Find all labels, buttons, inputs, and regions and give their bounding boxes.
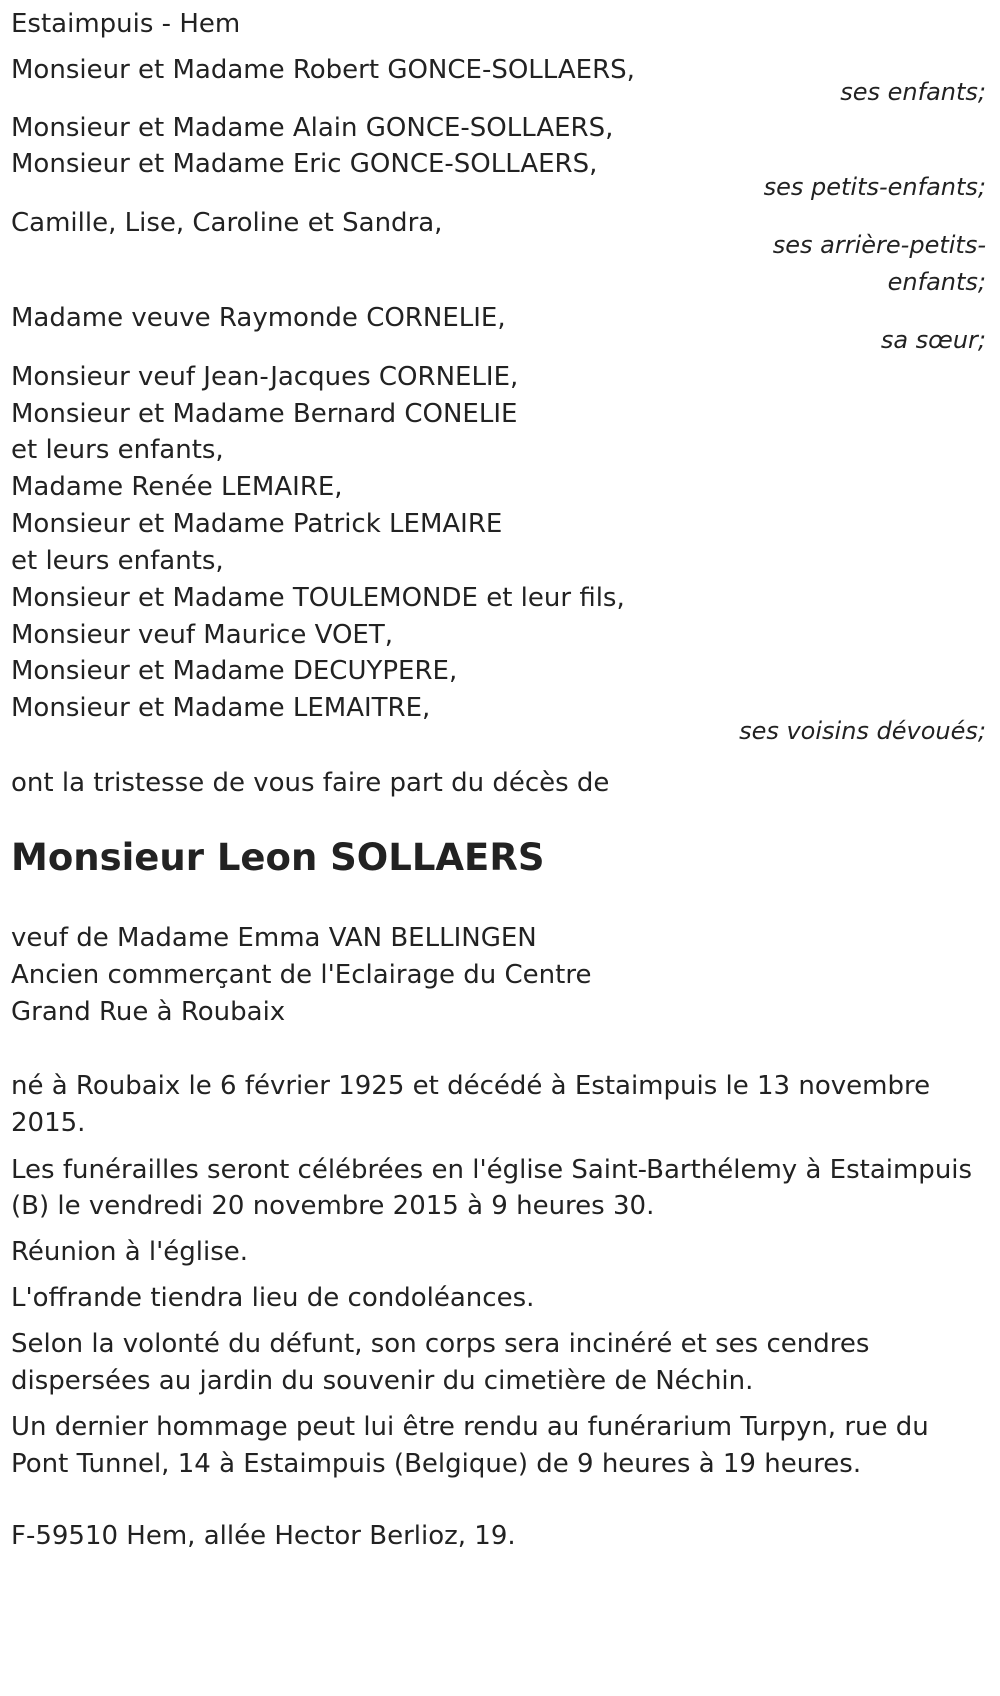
neighbour-name: Madame Renée LEMAIRE, [11,472,343,502]
offering-text: L'offrande tiendra lieu de condoléances. [11,1283,535,1313]
sister-name: Madame veuve Raymonde CORNELIE, [11,303,506,333]
birth-death-line: né à Roubaix le 6 février 1925 et décédé à Estaimpuis le 13 novembre [11,1071,931,1101]
great-grandchildren-names: Camille, Lise, Caroline et Sandra, [11,208,443,238]
neighbour-name: et leurs enfants, [11,546,224,576]
neighbour-name: Monsieur et Madame Patrick LEMAIRE [11,509,503,539]
cremation-line: dispersées au jardin du souvenir du cimetière de Néchin. [11,1366,754,1396]
tribute-line: Un dernier hommage peut lui être rendu au funérarium Turpyn, rue du [11,1412,929,1442]
location-header: Estaimpuis - Hem [11,9,241,39]
neighbour-name: Monsieur veuf Jean-Jacques CORNELIE, [11,362,519,392]
neighbour-name: Monsieur et Madame LEMAITRE, [11,693,431,723]
sister-relation: sa sœur; [880,326,986,354]
deceased-detail: veuf de Madame Emma VAN BELLINGEN [11,923,537,953]
great-grandchildren-relation-2: enfants; [887,268,986,296]
birth-death-line: 2015. [11,1108,86,1138]
deceased-detail: Ancien commerçant de l'Eclairage du Centre [11,960,592,990]
funeral-line: (B) le vendredi 20 novembre 2015 à 9 heures 30. [11,1191,655,1221]
grandchildren-relation: ses petits-enfants; [763,173,986,201]
neighbour-name: Monsieur veuf Maurice VOET, [11,620,393,650]
meeting-text: Réunion à l'église. [11,1237,249,1267]
neighbours-relation: ses voisins dévoués; [739,717,986,745]
deceased-name: Monsieur Leon SOLLAERS [11,836,545,879]
tribute-line: Pont Tunnel, 14 à Estaimpuis (Belgique) de 9 heures à 19 heures. [11,1449,862,1479]
children-name: Monsieur et Madame Robert GONCE-SOLLAERS, [11,55,635,85]
footer-address: F-59510 Hem, allée Hector Berlioz, 19. [11,1521,516,1551]
grandchild-name: Monsieur et Madame Alain GONCE-SOLLAERS, [11,113,614,143]
neighbour-name: Monsieur et Madame Bernard CONELIE [11,399,518,429]
cremation-line: Selon la volonté du défunt, son corps sera incinéré et ses cendres [11,1329,870,1359]
children-relation: ses enfants; [840,78,986,106]
grandchild-name: Monsieur et Madame Eric GONCE-SOLLAERS, [11,149,598,179]
funeral-line: Les funérailles seront célébrées en l'église Saint-Barthélemy à Estaimpuis [11,1155,973,1185]
great-grandchildren-relation-1: ses arrière-petits- [772,231,986,259]
deceased-detail: Grand Rue à Roubaix [11,997,286,1027]
announcement-text: ont la tristesse de vous faire part du décès de [11,768,610,798]
neighbour-name: Monsieur et Madame DECUYPERE, [11,656,458,686]
neighbour-name: Monsieur et Madame TOULEMONDE et leur fils, [11,583,625,613]
neighbour-name: et leurs enfants, [11,435,224,465]
